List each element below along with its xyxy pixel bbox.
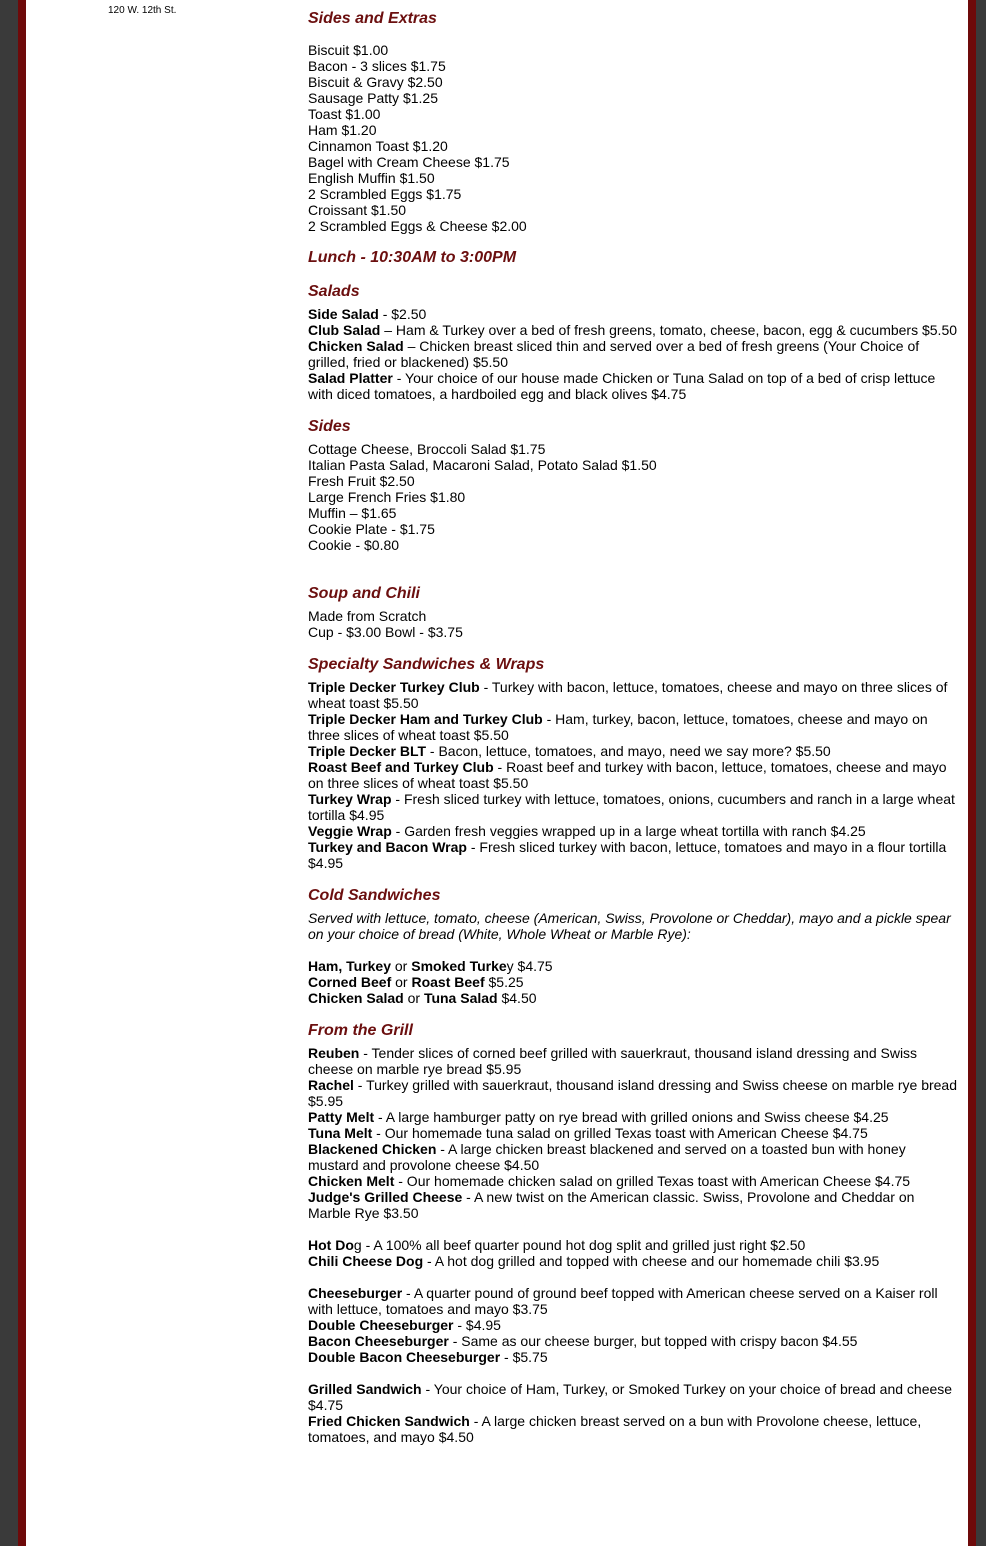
item-name: Turkey and Bacon Wrap <box>308 839 467 855</box>
item-desc: - Fresh sliced turkey with lettuce, tomatoes, onions, cucumbers and ranch in a large wheat tortilla $4.95 <box>308 791 955 823</box>
item-desc: - Fresh sliced turkey with bacon, lettuce, tomatoes and mayo in a flour tortilla $4.95 <box>308 839 947 871</box>
item-desc: - $5.75 <box>500 1349 548 1365</box>
item-desc: - Turkey with bacon, lettuce, tomatoes, cheese and mayo on three slices of wheat toast $5.50 <box>308 679 948 711</box>
item-name: Cheeseburger <box>308 1285 403 1301</box>
cold-intro: Served with lettuce, tomato, cheese (American, Swiss, Provolone or Cheddar), mayo and a pickle spear on your choice of bread (White, Whole Wheat or Marble Rye): <box>308 910 951 942</box>
item-desc: - Garden fresh veggies wrapped up in a large wheat tortilla with ranch $4.25 <box>391 823 866 839</box>
list-item <box>308 1077 960 1109</box>
address: 120 W. 12th St. <box>108 5 177 16</box>
item-price: y $4.75 <box>506 958 553 974</box>
item-name: Tuna Salad <box>423 990 498 1006</box>
soup-heading: Soup and Chili <box>308 585 420 602</box>
list-item: Cookie Plate - $1.75 <box>308 521 435 537</box>
item-name: Chicken Salad <box>308 990 404 1006</box>
item-desc: - Bacon, lettuce, tomatoes, and mayo, need we say more? $5.50 <box>426 743 831 759</box>
item-name: Double Cheeseburger <box>308 1317 454 1333</box>
or-text: or <box>391 958 412 974</box>
menu-content <box>308 10 960 1445</box>
item-desc: g - A 100% all beef quarter pound hot dog split and grilled just right $2.50 <box>353 1237 806 1253</box>
list-item <box>308 1349 960 1365</box>
item-name: Side Salad <box>308 306 379 322</box>
or-text: or <box>391 974 412 990</box>
item-name: Turkey Wrap <box>308 791 392 807</box>
item-name: Rachel <box>308 1077 354 1093</box>
list-item <box>308 338 960 370</box>
list-item <box>308 1189 960 1221</box>
list-item: Large French Fries $1.80 <box>308 489 466 505</box>
item-desc: - Same as our cheese burger, but topped with crispy bacon $4.55 <box>448 1333 858 1349</box>
specialty-heading: Specialty Sandwiches & Wraps <box>308 656 545 673</box>
list-item <box>308 1045 960 1077</box>
list-item <box>308 1253 960 1269</box>
item-name: Blackened Chicken <box>308 1141 437 1157</box>
item-desc: - Your choice of Ham, Turkey, or Smoked Turkey on your choice of bread and cheese $4.75 <box>308 1381 953 1413</box>
list-item <box>308 306 960 322</box>
list-item <box>308 839 960 871</box>
or-text: or <box>403 990 424 1006</box>
list-item: Fresh Fruit $2.50 <box>308 473 415 489</box>
list-item <box>308 974 960 990</box>
item-desc: – Ham & Turkey over a bed of fresh greens, tomato, cheese, bacon, egg & cucumbers $5.50 <box>380 322 958 338</box>
item-name: Bacon Cheeseburger <box>308 1333 449 1349</box>
list-item <box>308 370 960 402</box>
item-name: Roast Beef <box>411 974 485 990</box>
item-name: Hot Do <box>308 1237 354 1253</box>
list-item <box>308 679 960 711</box>
item-name: Roast Beef and Turkey Club <box>308 759 494 775</box>
item-name: Salad Platter <box>308 370 393 386</box>
list-item <box>308 1237 960 1253</box>
item-desc: - A hot dog grilled and topped with cheese and our homemade chili $3.95 <box>423 1253 880 1269</box>
item-desc: - A large chicken breast blackened and served on a toasted bun with honey mustard and provolone cheese $4.50 <box>308 1141 906 1173</box>
list-item: Ham $1.20 <box>308 122 377 138</box>
list-item <box>308 1173 960 1189</box>
soup-prices: Cup - $3.00 Bowl - $3.75 <box>308 624 463 640</box>
item-name: Veggie Wrap <box>308 823 392 839</box>
list-item <box>308 1141 960 1173</box>
item-desc: - Our homemade tuna salad on grilled Texas toast with American Cheese $4.75 <box>372 1125 868 1141</box>
list-item: Bagel with Cream Cheese $1.75 <box>308 154 510 170</box>
list-item <box>308 1285 960 1317</box>
item-name: Chicken Salad <box>308 338 404 354</box>
item-desc: - A large chicken breast served on a bun with Provolone cheese, lettuce, tomatoes, and mayo $4.50 <box>308 1413 922 1445</box>
item-name: Smoked Turke <box>411 958 507 974</box>
list-item <box>308 1413 960 1445</box>
item-name: Club Salad <box>308 322 381 338</box>
item-name: Double Bacon Cheeseburger <box>308 1349 501 1365</box>
item-desc: - A large hamburger patty on rye bread with grilled onions and Swiss cheese $4.25 <box>374 1109 889 1125</box>
list-item <box>308 823 960 839</box>
item-desc: – Chicken breast sliced thin and served over a bed of fresh greens (Your Choice of grilled, fried or blackened) $5.50 <box>308 338 920 370</box>
item-name: Ham, Turkey <box>308 958 391 974</box>
item-name: Triple Decker BLT <box>308 743 427 759</box>
list-item: Sausage Patty $1.25 <box>308 90 438 106</box>
item-desc: - Tender slices of corned beef grilled with sauerkraut, thousand island dressing and Swiss cheese on marble rye bread $5.95 <box>308 1045 918 1077</box>
list-item: Cinnamon Toast $1.20 <box>308 138 448 154</box>
item-desc: - A new twist on the American classic. Swiss, Provolone and Cheddar on Marble Rye $3.50 <box>308 1189 915 1221</box>
item-desc: - A quarter pound of ground beef topped with American cheese served on a Kaiser roll with lettuce, tomatoes and mayo $3.75 <box>308 1285 938 1317</box>
sides-extras-list <box>308 42 960 234</box>
item-price: $4.50 <box>497 990 537 1006</box>
list-item <box>308 1333 960 1349</box>
list-item <box>308 1125 960 1141</box>
sides-extras-heading: Sides and Extras <box>308 10 437 27</box>
item-desc: - Ham, turkey, bacon, lettuce, tomatoes, cheese and mayo on three slices of wheat toast $5.50 <box>308 711 928 743</box>
list-item: Toast $1.00 <box>308 106 381 122</box>
item-desc: - Turkey grilled with sauerkraut, thousand island dressing and Swiss cheese on marble rye bread $5.95 <box>308 1077 958 1109</box>
list-item <box>308 1381 960 1413</box>
list-item <box>308 791 960 823</box>
item-name: Chili Cheese Dog <box>308 1253 424 1269</box>
list-item: Croissant $1.50 <box>308 202 407 218</box>
list-item: Biscuit $1.00 <box>308 42 389 58</box>
item-name: Tuna Melt <box>308 1125 373 1141</box>
grill-heading: From the Grill <box>308 1022 413 1039</box>
cold-heading: Cold Sandwiches <box>308 887 441 904</box>
item-name: Grilled Sandwich <box>308 1381 422 1397</box>
lunch-heading: Lunch - 10:30AM to 3:00PM <box>308 249 517 266</box>
list-item: Cottage Cheese, Broccoli Salad $1.75 <box>308 441 546 457</box>
item-desc: - $2.50 <box>378 306 427 322</box>
list-item <box>308 711 960 743</box>
list-item: Italian Pasta Salad, Macaroni Salad, Potato Salad $1.50 <box>308 457 657 473</box>
list-item: 2 Scrambled Eggs $1.75 <box>308 186 462 202</box>
item-price: $5.25 <box>484 974 524 990</box>
item-name: Chicken Melt <box>308 1173 395 1189</box>
list-item: Bacon - 3 slices $1.75 <box>308 58 446 74</box>
item-name: Judge's Grilled Cheese <box>308 1189 463 1205</box>
list-item <box>308 1109 960 1125</box>
list-item <box>308 743 960 759</box>
item-name: Fried Chicken Sandwich <box>308 1413 470 1429</box>
list-item <box>308 958 960 974</box>
list-item: 2 Scrambled Eggs & Cheese $2.00 <box>308 218 527 234</box>
item-desc: - Our homemade chicken salad on grilled Texas toast with American Cheese $4.75 <box>394 1173 911 1189</box>
list-item: Muffin – $1.65 <box>308 505 397 521</box>
item-name: Reuben <box>308 1045 360 1061</box>
list-item <box>308 990 960 1006</box>
item-name: Corned Beef <box>308 974 392 990</box>
salads-heading: Salads <box>308 283 360 300</box>
list-item <box>308 322 960 338</box>
list-item: Cookie - $0.80 <box>308 537 400 553</box>
list-item: Biscuit & Gravy $2.50 <box>308 74 443 90</box>
item-desc: - Roast beef and turkey with bacon, lettuce, tomatoes, cheese and mayo on three slices of wheat toast $5.50 <box>308 759 947 791</box>
soup-line: Made from Scratch <box>308 608 427 624</box>
item-name: Triple Decker Turkey Club <box>308 679 480 695</box>
item-name: Patty Melt <box>308 1109 375 1125</box>
list-item <box>308 759 960 791</box>
list-item <box>308 1317 960 1333</box>
sides-heading: Sides <box>308 418 351 435</box>
item-desc: - Your choice of our house made Chicken or Tuna Salad on top of a bed of crisp lettuce with diced tomatoes, a hardboiled egg and black olives $4.75 <box>308 370 936 402</box>
list-item: English Muffin $1.50 <box>308 170 435 186</box>
item-name: Triple Decker Ham and Turkey Club <box>308 711 543 727</box>
item-desc: - $4.95 <box>453 1317 501 1333</box>
